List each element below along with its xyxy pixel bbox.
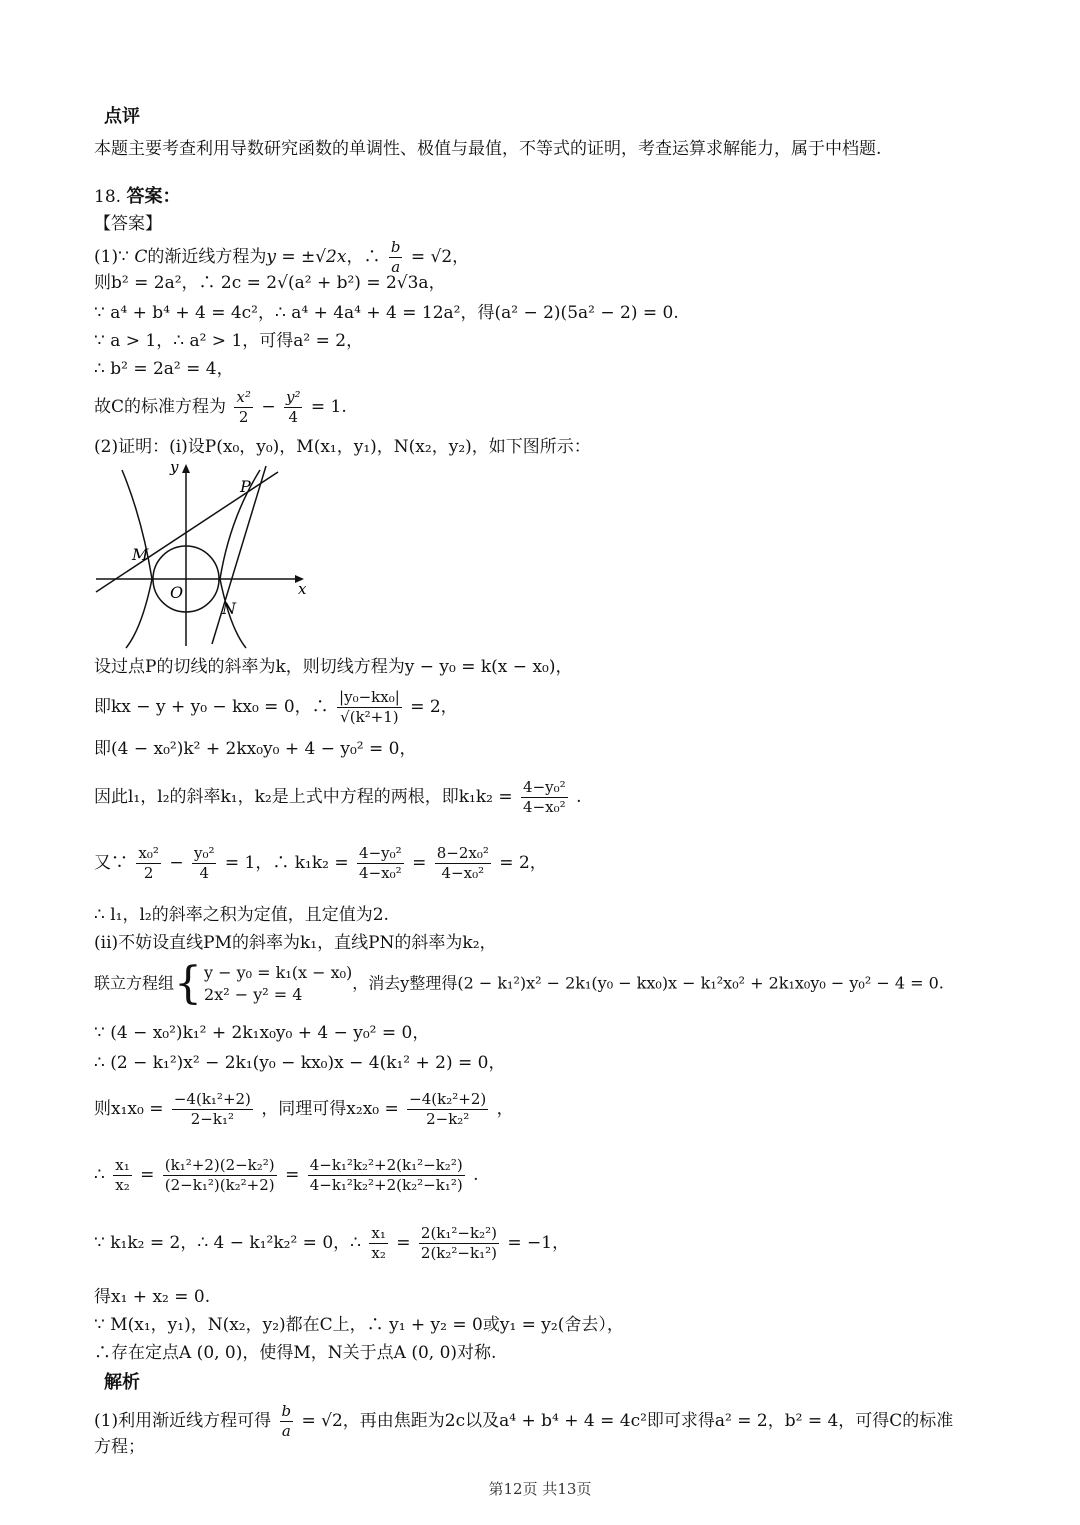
part1-line2: 则b² = 2a²，∴ 2c = 2√(a² + b²) = 2√3a， [94,273,446,293]
frac-den: a [281,1422,291,1440]
frac-num: −4(k₂²+2) [409,1090,487,1108]
s2-end: = 2， [410,697,458,717]
p1-l6-pre: 故C的标准方程为 [94,397,227,417]
s5-pre: 又∵ [94,853,128,873]
p1-l1-c: C [134,247,148,267]
s13-end: = −1， [507,1233,570,1253]
brace-symbol: { [174,958,203,1009]
a1-frac [280,1402,294,1441]
a1-pre: (1)利用渐近线方程可得 [94,1411,272,1431]
p1-l6-minus: − [261,397,276,417]
label-n: N [222,599,236,618]
s12-frac2 [163,1156,277,1195]
frac-den: 4−x₀² [441,864,485,882]
frac-den: 4 [288,408,298,426]
part2-s6: ∴ l₁，l₂的斜率之积为定值，且定值为2. [94,905,389,925]
label-x: x [298,580,307,598]
question-number: 18. [94,187,122,207]
frac-num: 4−y₀² [359,844,402,862]
s11-end: ， [496,1099,514,1119]
frac-num: 4−y₀² [523,778,566,796]
p1-l6-end: = 1. [310,397,347,417]
s11-mid: ，同理可得x₂x₀ = [261,1099,399,1119]
frac-den: 2−k₂² [426,1110,470,1128]
p1-l1-pre: (1)∵ [94,247,135,267]
analysis-line2: 方程； [94,1437,145,1457]
frac-den: 2 [143,864,154,882]
s2-pre: 即kx − y + y₀ − kx₀ = 0，∴ [94,697,329,717]
label-p: P [240,477,251,496]
frac-den: x₂ [115,1176,130,1194]
system-row-1: y − y₀ = k₁(x − x₀) [204,963,353,982]
s11-frac1 [172,1090,253,1129]
frac-den: 4−k₁²k₂²+2(k₂²−k₁²) [309,1176,463,1194]
frac-den: 2(k₂²−k₁²) [420,1244,497,1262]
s4-end: . [576,787,582,807]
part2-s5 [94,844,547,883]
s13-frac1 [369,1224,387,1263]
part2-s15: ∵ M(x₁，y₁)，N(x₂，y₂)都在C上，∴ y₁ + y₂ = 0或y₁ = y₂(舍去）， [94,1315,624,1335]
frac-num: 4−k₁²k₂²+2(k₁²−k₂²) [309,1156,463,1174]
frac-den: 2−k₁² [190,1110,234,1128]
s8-post: ，消去y整理得(2 − k₁²)x² − 2k₁(y₀ − kx₀)x − k₁²x₀² + 2k₁x₀y₀ − y₀² − 4 = 0. [352,973,944,993]
s12-eq2: = [285,1165,300,1185]
p1-l6-frac2 [284,388,303,427]
frac-den: √(k²+1) [340,708,399,726]
s5-eq: = [412,853,427,873]
s13-eq: = [396,1233,411,1253]
s5-frac4 [435,844,491,883]
part2-s4 [94,778,581,817]
frac-den: 4 [199,864,209,882]
part2-s11 [94,1090,514,1129]
frac-num: x² [236,388,251,406]
part2-s1: 设过点P的切线的斜率为k，则切线方程为y − y₀ = k(x − x₀)， [94,657,573,677]
s2-frac [337,688,402,727]
s4-frac [521,778,568,817]
part2-s8 [94,958,944,1009]
s4-pre: 因此l₁，l₂的斜率k₁，k₂是上式中方程的两根，即k₁k₂ = [94,787,513,807]
frac-den: 4−x₀² [523,798,566,816]
part2-s16: ∴存在定点A (0, 0)，使得M，N关于点A (0, 0)对称. [94,1343,497,1363]
s8-pre: 联立方程组 [94,973,175,993]
s5-frac2 [192,844,217,883]
part1-line5: ∴ b² = 2a² = 4， [94,359,234,379]
answer-title: 答案： [126,186,181,207]
analysis-title: 解析 [104,1372,140,1393]
frac-den: 4−x₀² [359,864,402,882]
frac-den: 2 [238,408,249,426]
part2-s13 [94,1224,569,1263]
frac-num: −4(k₁²+2) [173,1090,251,1108]
analysis-line1 [94,1402,953,1441]
part2-s7: (ii)不妨设直线PM的斜率为k₁，直线PN的斜率为k₂， [94,933,497,953]
part2-s9: ∵ (4 − x₀²)k₁² + 2k₁x₀y₀ + 4 − y₀² = 0， [94,1023,430,1043]
s5-frac3 [357,844,404,883]
frac-num: y² [285,388,301,406]
s5-mid: = 1，∴ k₁k₂ = [224,853,349,873]
question-heading [94,186,180,208]
part2-s14: 得x₁ + x₂ = 0. [94,1287,211,1307]
tangent-line-pn [212,466,266,644]
frac-num: b [390,238,401,256]
label-y: y [170,458,179,476]
frac-num: x₁ [371,1224,386,1242]
frac-num: |y₀−kx₀| [339,688,400,706]
p1-l1-end: = √2， [410,247,470,267]
frac-den: a [391,258,401,276]
p1-l1-mid: 的渐近线方程为 [147,247,267,267]
part2-s12 [94,1156,479,1195]
s5-frac1 [136,844,161,883]
frac-num: x₁ [115,1156,130,1174]
s12-eq1: = [140,1165,155,1185]
frac-num: b [281,1402,292,1420]
s13-frac2 [419,1224,499,1263]
s12-pre: ∴ [94,1165,105,1185]
part1-line3: ∵ a⁴ + b⁴ + 4 = 4c²，∴ a⁴ + 4a⁴ + 4 = 12a²，得(a² − 2)(5a² − 2) = 0. [94,303,679,323]
s13-pre: ∵ k₁k₂ = 2，∴ 4 − k₁²k₂² = 0，∴ [94,1233,361,1253]
a1-post: = √2，再由焦距为2c以及a⁴ + b⁴ + 4 = 4c²即可求得a² = 2，b² = 4，可得C的标准 [301,1411,954,1431]
p1-l1-eq: y = ±√2x [266,247,347,267]
label-m: M [132,545,149,564]
s12-frac1 [113,1156,131,1195]
page-footer: 第12页 共13页 [488,1480,592,1498]
part1-line6 [94,388,347,427]
part2-s10: ∴ (2 − k₁²)x² − 2k₁(y₀ − kx₀)x − 4(k₁² + 2) = 0， [94,1053,506,1073]
comment-title: 点评 [104,106,140,127]
p1-l1-tail: ，∴ [346,247,381,267]
frac-den: x₂ [371,1244,386,1262]
frac-num: y₀² [193,844,215,862]
part2-s3: 即(4 − x₀²)k² + 2kx₀y₀ + 4 − y₀² = 0， [94,739,417,759]
s12-frac3 [308,1156,465,1195]
label-o: O [170,583,184,602]
comment-text: 本题主要考查利用导数研究函数的单调性、极值与最值，不等式的证明，考查运算求解能力，属于中档题. [94,139,882,159]
s11-frac2 [407,1090,488,1129]
frac-num: (k₁²+2)(2−k₂²) [164,1156,275,1174]
system-row-2: 2x² − y² = 4 [204,985,303,1004]
frac-num: 2(k₁²−k₂²) [420,1224,497,1242]
frac-den: (2−k₁²)(k₂²+2) [164,1176,275,1194]
s12-end: . [473,1165,479,1185]
equation-system [174,958,353,1009]
frac-num: 8−2x₀² [436,844,489,862]
part1-line4: ∵ a > 1，∴ a² > 1，可得a² = 2， [94,331,364,351]
frac-num: x₀² [138,844,159,862]
part2-s2 [94,688,458,727]
s5-minus: − [169,853,184,873]
s5-end: = 2， [499,853,547,873]
answer-bracket: 【答案】 [94,214,162,234]
p1-l6-frac1 [234,388,252,427]
y-axis-arrow [182,464,190,473]
s11-pre: 则x₁x₀ = [94,1099,164,1119]
hyperbola-figure [90,458,320,650]
part2-intro: (2)证明：(i)设P(x₀，y₀)，M(x₁，y₁)，N(x₂，y₂)，如下图所示： [94,437,591,457]
